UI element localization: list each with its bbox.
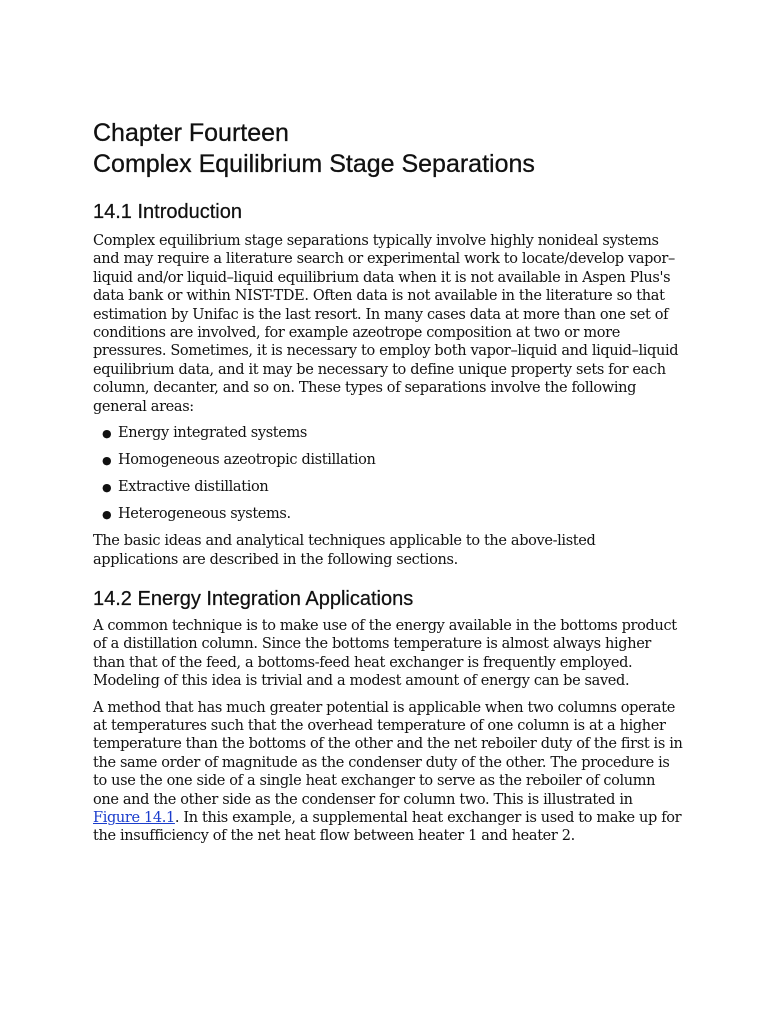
bullet-icon: ● (102, 453, 112, 467)
chapter-number: Chapter Fourteen (93, 119, 289, 147)
chapter-heading (93, 118, 683, 180)
energy-paragraph-2 (93, 699, 683, 846)
list-item-text: Heterogeneous systems. (118, 505, 291, 522)
figure-14-1-link[interactable]: Figure 14.1 (93, 810, 175, 827)
intro-paragraph-2: The basic ideas and analytical techniques applicable to the above-listed applications are described in the following sections. (93, 533, 596, 568)
list-item (93, 478, 683, 497)
section-heading-energy-integration: 14.2 Energy Integration Applications (93, 588, 414, 610)
document-page (93, 118, 683, 854)
list-item (93, 505, 683, 524)
energy-paragraph-1: A common technique is to make use of the energy available in the bottoms product of a distillation column. Since the bottoms temperature is almost always higher than that of the feed, a bottoms-feed heat exchanger is frequently employed. Modeling of this idea is trivial and a modest amount of energy can be saved. (93, 618, 677, 690)
list-item (93, 451, 683, 470)
section-heading-introduction: 14.1 Introduction (93, 201, 242, 223)
list-item-text: Homogeneous azeotropic distillation (118, 451, 376, 468)
bullet-icon: ● (102, 480, 112, 494)
list-item-text: Extractive distillation (118, 478, 269, 495)
separation-areas-list (93, 424, 683, 524)
chapter-title: Complex Equilibrium Stage Separations (93, 150, 535, 178)
energy-paragraph-2-start: A method that has much greater potential is applicable when two columns operate at temperatures such that the overhead temperature of one column is at a higher temperature than the bottoms of the other and the net reboiler duty of the first is in the same order of magnitude as the condenser duty of the other. The procedure is to use the one side of a single heat exchanger to serve as the reboiler of column one and the other side as the condenser for column two. This is illustrated in (93, 699, 683, 808)
bullet-icon: ● (102, 427, 112, 441)
intro-paragraph-1: Complex equilibrium stage separations typically involve highly nonideal systems and may require a literature search or experimental work to locate/develop vapor–liquid and/or liquid–liquid equilibrium data when it is not available in Aspen Plus's data bank or within NIST-TDE. Often data is not available in the literature so that estimation by Unifac is the last resort. In many cases data at more than one set of conditions are involved, for example azeotrope composition at two or more pressures. Sometimes, it is necessary to employ both vapor–liquid and liquid–liquid equilibrium data, and it may be necessary to define unique property sets for each column, decanter, and so on. These types of separations involve the following general areas: (93, 233, 679, 415)
list-item (93, 424, 683, 443)
bullet-icon: ● (102, 507, 112, 521)
list-item-text: Energy integrated systems (118, 425, 307, 442)
energy-paragraph-2-end: . In this example, a supplemental heat exchanger is used to make up for the insufficiency of the net heat flow between heater 1 and heater 2. (93, 810, 682, 845)
